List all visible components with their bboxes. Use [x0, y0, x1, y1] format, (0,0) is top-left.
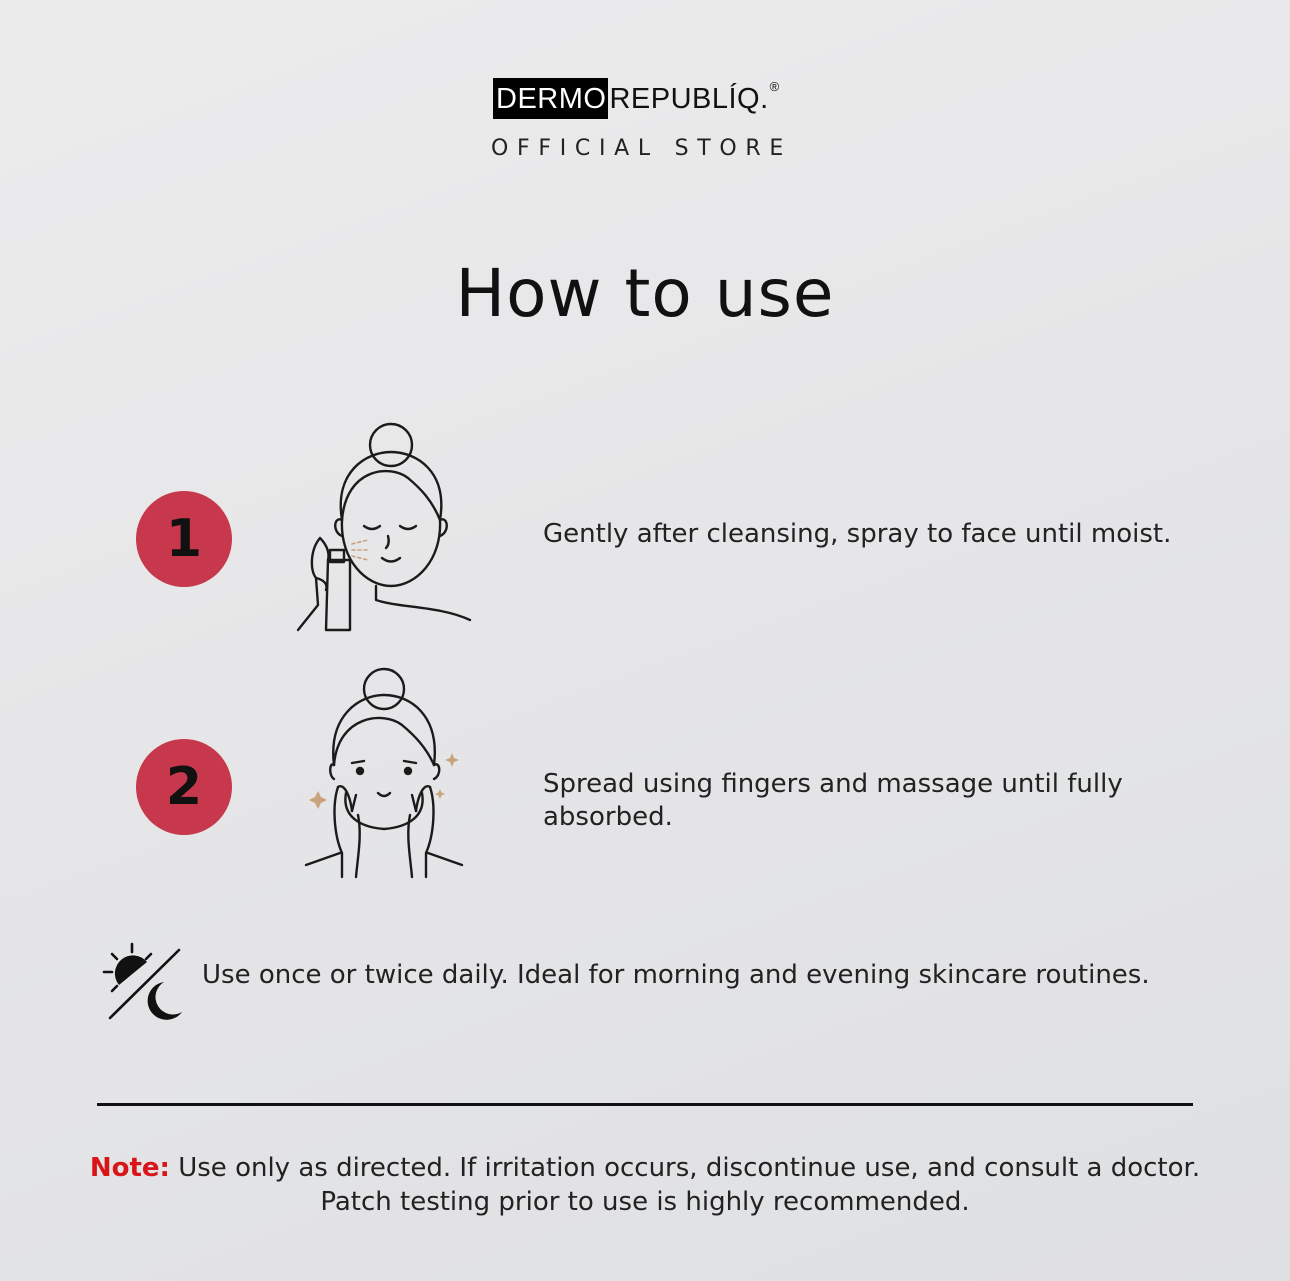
logo-registered-mark: ®	[769, 79, 780, 94]
brand-logo	[493, 78, 779, 119]
note-text-2: Patch testing prior to use is highly recommended.	[320, 1187, 970, 1217]
logo-republiq: REPUBLÍQ.	[609, 83, 769, 115]
divider	[97, 1103, 1193, 1106]
face-massage-icon	[300, 665, 470, 880]
day-night-icon	[102, 942, 186, 1022]
step-number: 2	[165, 757, 203, 817]
note	[0, 1151, 1290, 1219]
note-label: Note:	[89, 1153, 170, 1183]
page-title: How to use	[455, 255, 835, 332]
logo-dermo: DERMO	[493, 78, 608, 119]
face-spray-icon	[290, 420, 480, 635]
store-subtitle: OFFICIAL STORE	[491, 136, 792, 161]
step-2-text: Spread using fingers and massage until fully absorbed.	[543, 769, 1123, 832]
step-2-badge	[136, 739, 232, 835]
step-1-badge	[136, 491, 232, 587]
routine-text: Use once or twice daily. Ideal for morning and evening skincare routines.	[202, 960, 1150, 990]
note-text-1: Use only as directed. If irritation occurs, discontinue use, and consult a doctor.	[178, 1153, 1201, 1183]
step-1-text: Gently after cleansing, spray to face until moist.	[543, 519, 1172, 549]
step-number: 1	[165, 509, 203, 569]
note-line-1	[0, 1151, 1290, 1185]
